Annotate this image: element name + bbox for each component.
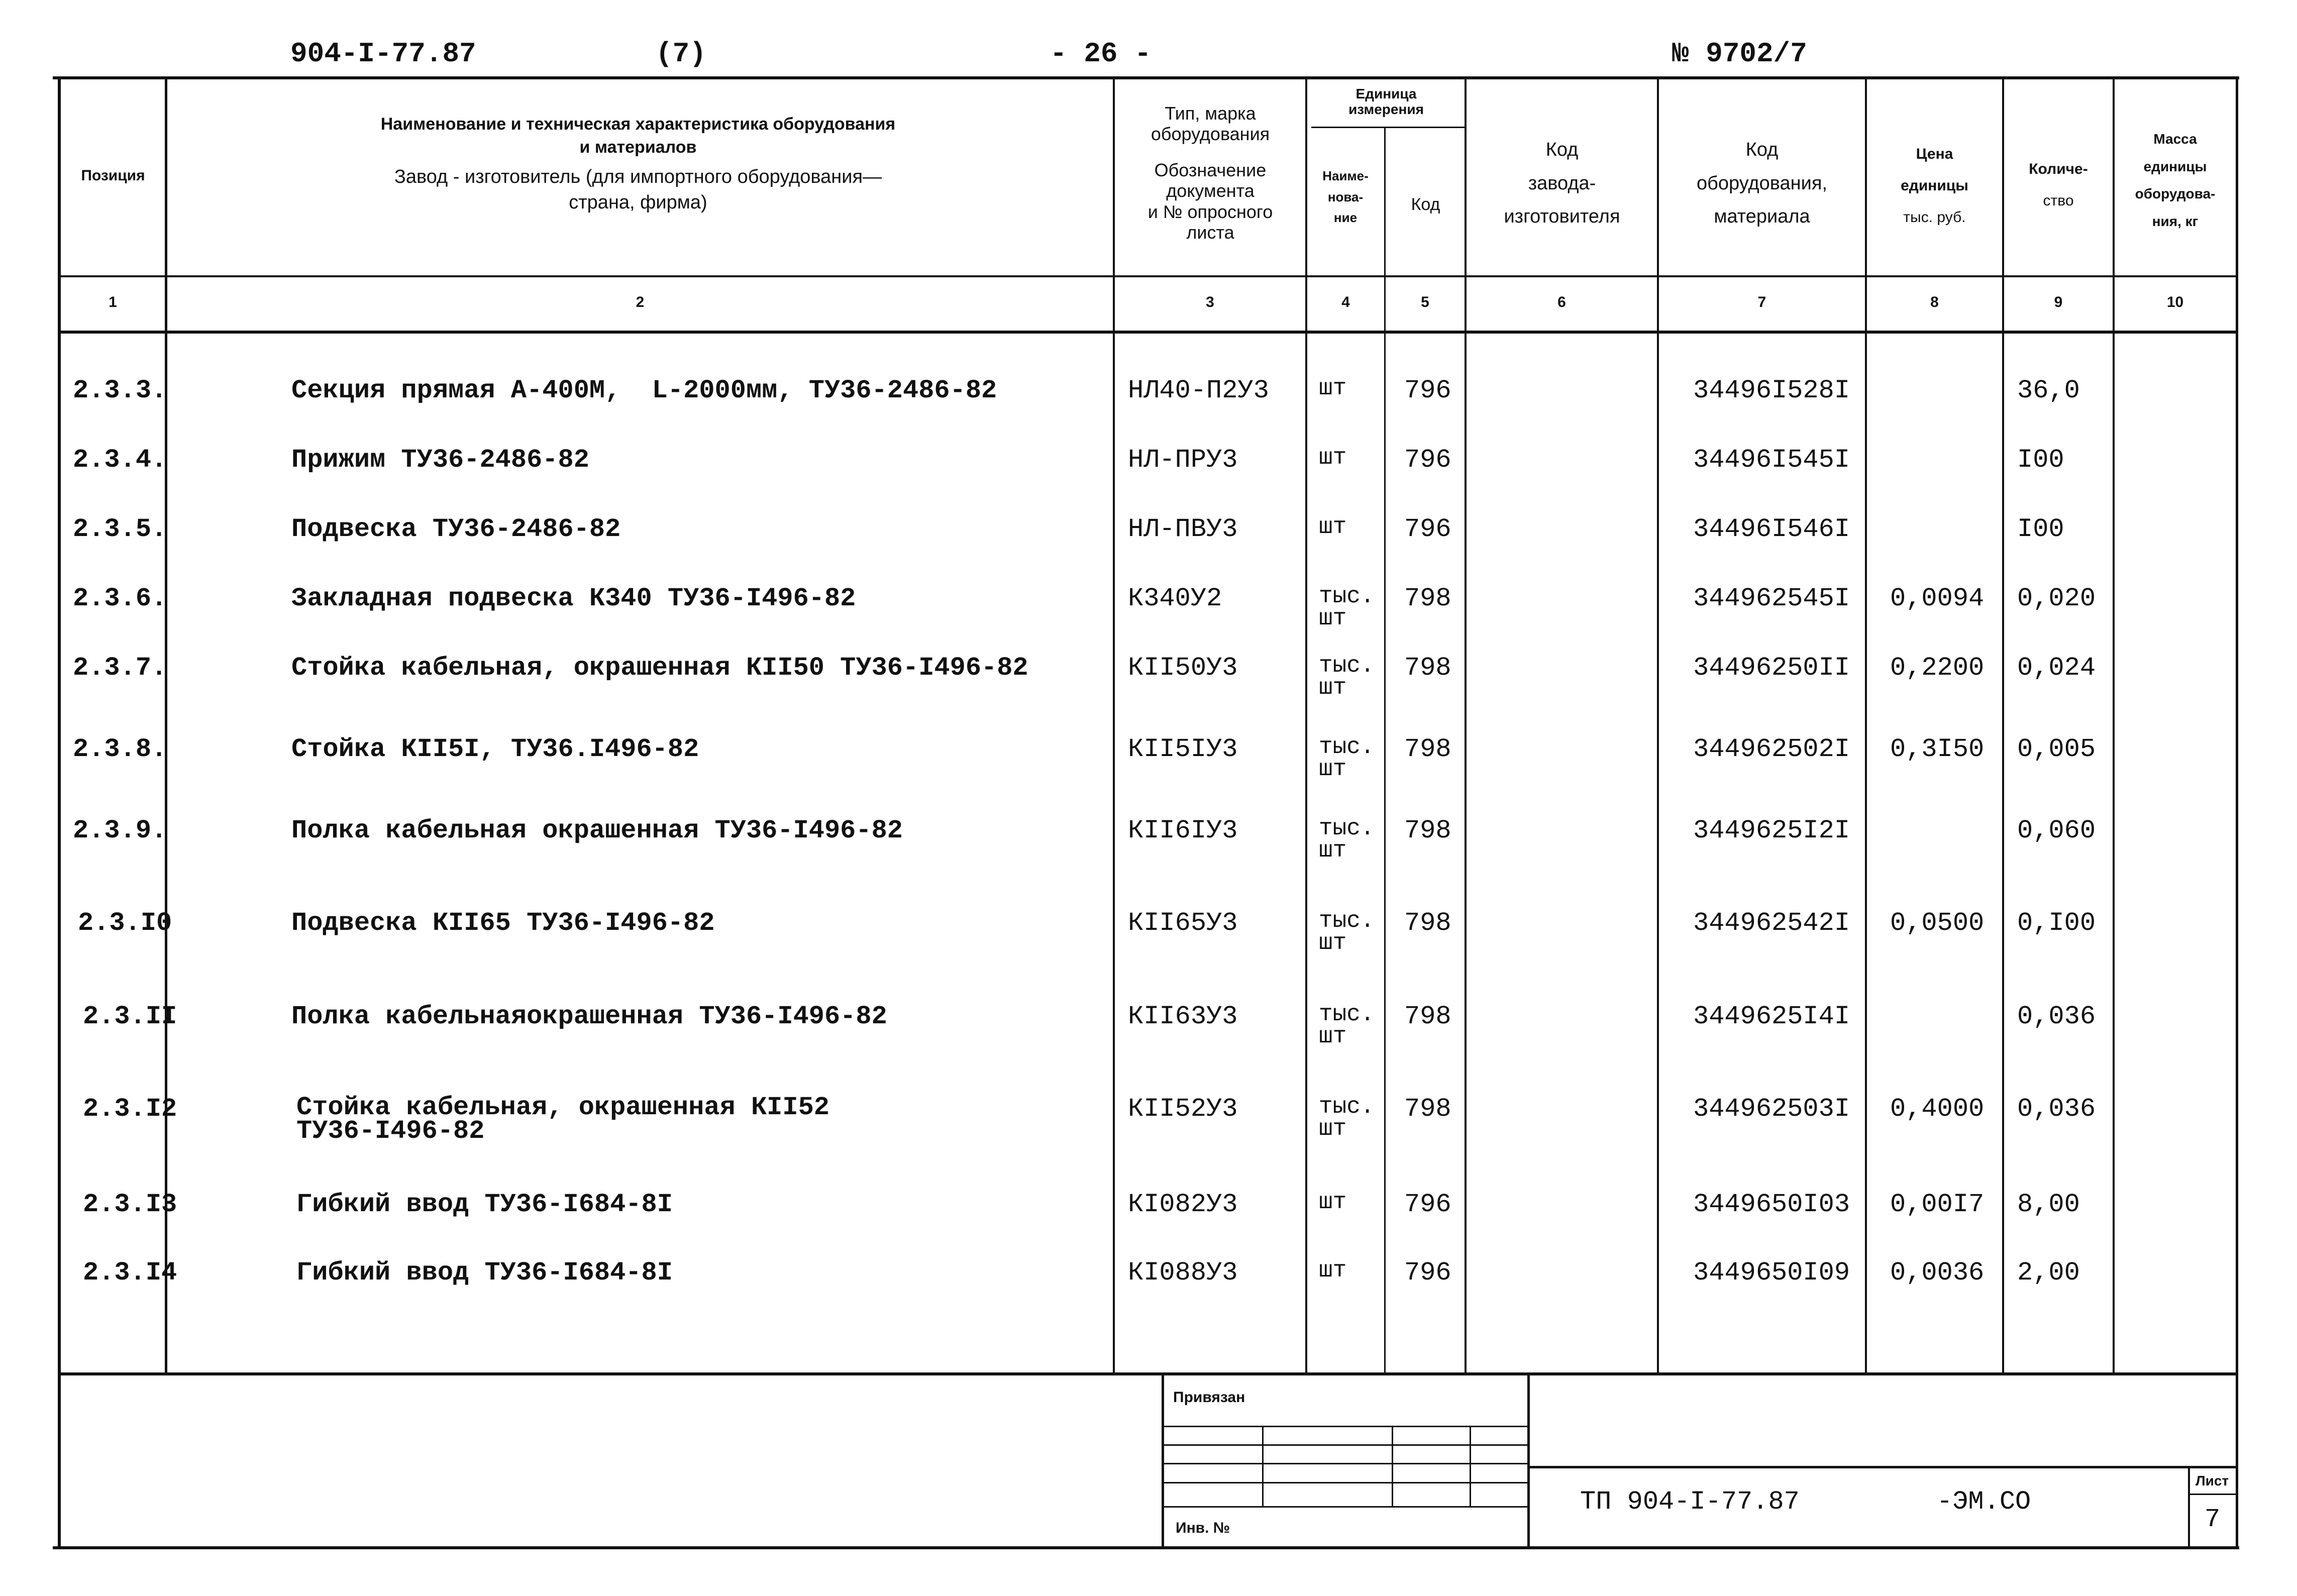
row-equipment-code: 34496I545I <box>1693 445 1850 475</box>
row-unit-code: 798 <box>1404 653 1451 683</box>
row-price: 0,3I50 <box>1890 734 1985 764</box>
colnum-8: 8 <box>1930 294 1939 310</box>
row-unit: шт <box>1319 514 1347 540</box>
header-name <box>171 113 1105 216</box>
col-border-8-9 <box>2002 76 2004 1372</box>
row-quantity: 2,00 <box>2017 1258 2080 1288</box>
header-name-line2: и материалов <box>579 137 697 157</box>
row-position: 2.3.7. <box>73 653 167 683</box>
stamp-grid-col <box>1470 1427 1471 1506</box>
header-name-line3: Завод - изготовитель (для импортного оборудования— <box>394 166 882 187</box>
header-unit-name <box>1308 166 1383 229</box>
stamp-grid-line <box>1164 1444 1527 1446</box>
row-unit: шт <box>1319 445 1347 471</box>
row-equipment-code: 3449625I2I <box>1693 816 1850 845</box>
row-equipment-code: 344962545I <box>1693 584 1850 613</box>
header-factory-code-line3: изготовителя <box>1504 206 1620 227</box>
col-border-right <box>2236 76 2238 1548</box>
header-equipment-code-line3: материала <box>1714 206 1810 227</box>
row-unit-code: 796 <box>1404 1190 1451 1219</box>
unit-sub-rule <box>1311 127 1465 128</box>
row-name: Гибкий ввод ТУ36-I684-8I <box>296 1258 673 1288</box>
row-type: КI088У3 <box>1128 1258 1238 1288</box>
header-equipment-code-line1: Код <box>1745 139 1779 160</box>
row-unit: шт <box>1319 375 1347 401</box>
row-name: Стойка кабельная, окрашенная КII52 ТУ36-I496-82 <box>296 1093 829 1146</box>
header-type <box>1115 103 1305 243</box>
row-unit: тыс. шт <box>1319 815 1375 864</box>
stamp-mark: -ЭМ.СО <box>1937 1487 2031 1517</box>
colnum-7: 7 <box>1757 294 1766 310</box>
row-quantity: 0,036 <box>2017 1002 2096 1031</box>
row-position: 2.3.I4 <box>83 1258 177 1288</box>
row-unit-code: 796 <box>1404 514 1451 544</box>
page-bottom-border <box>53 1546 2239 1549</box>
row-type: КII5IУ3 <box>1128 734 1238 764</box>
row-position: 2.3.I0 <box>78 908 172 938</box>
header-unit-name-line2: нова- <box>1327 189 1364 204</box>
header-mass-line1: Масса <box>2153 131 2197 147</box>
row-equipment-code: 34496I546I <box>1693 514 1850 544</box>
header-price <box>1867 138 2002 233</box>
row-unit: тыс. шт <box>1319 1001 1375 1049</box>
row-unit: шт <box>1319 1257 1347 1284</box>
row-name: Стойка КII5I, ТУ36.I496-82 <box>291 734 699 764</box>
row-unit-code: 798 <box>1404 1002 1451 1031</box>
row-name: Подвеска КII65 ТУ36-I496-82 <box>291 908 715 938</box>
header-equipment-code-line2: оборудования, <box>1696 172 1828 194</box>
header-unit-group <box>1309 86 1464 118</box>
row-type: КI082У3 <box>1128 1190 1238 1219</box>
stamp-grid-line <box>1164 1426 1527 1427</box>
row-position: 2.3.I2 <box>83 1094 177 1124</box>
row-equipment-code: 34496I528I <box>1693 376 1850 405</box>
row-equipment-code: 34496250II <box>1693 653 1850 683</box>
row-position: 2.3.6. <box>73 584 167 613</box>
header-quantity-line2: ство <box>2043 192 2074 209</box>
row-type: НЛ-ПВУ3 <box>1128 514 1238 544</box>
header-unit-name-line1: Наиме- <box>1322 168 1369 183</box>
row-type: КII6IУ3 <box>1128 816 1238 845</box>
row-position: 2.3.I3 <box>83 1190 177 1219</box>
stamp-grid-line <box>1164 1463 1527 1464</box>
row-quantity: 8,00 <box>2017 1190 2080 1219</box>
stamp-doc-rule <box>1530 1466 2236 1468</box>
row-quantity: 0,I00 <box>2017 908 2096 938</box>
row-name: Полка кабельнаяокрашенная ТУ36-I496-82 <box>291 1002 887 1031</box>
colnum-2: 2 <box>636 294 645 310</box>
stamp-bound-label: Привязан <box>1173 1389 1245 1406</box>
col-border-3-4 <box>1305 76 1307 1372</box>
document-number: № 9702/7 <box>1672 38 1807 70</box>
row-name: Подвеска ТУ36-2486-82 <box>291 514 621 544</box>
colnum-bottom-rule <box>60 331 2236 334</box>
row-quantity: I00 <box>2017 445 2064 475</box>
colnum-5: 5 <box>1421 294 1429 310</box>
row-unit-code: 798 <box>1404 584 1451 613</box>
section-number: (7) <box>656 38 706 70</box>
project-code: 904-I-77.87 <box>290 38 476 70</box>
colnum-3: 3 <box>1206 294 1214 310</box>
row-equipment-code: 3449625I4I <box>1693 1002 1850 1031</box>
header-unit-line1: Единица <box>1355 86 1417 101</box>
row-name: Прижим ТУ36-2486-82 <box>291 445 589 475</box>
row-equipment-code: 344962502I <box>1693 734 1850 764</box>
col-border-6-7 <box>1657 76 1659 1372</box>
header-mass-line3: оборудова- <box>2135 186 2216 202</box>
row-price: 0,4000 <box>1890 1094 1985 1124</box>
row-name: Секция прямая А-400М, L-2000мм, ТУ36-2486-82 <box>291 376 997 405</box>
colnum-6: 6 <box>1557 294 1566 310</box>
row-unit-code: 796 <box>1404 1258 1451 1288</box>
row-position: 2.3.5. <box>73 514 167 544</box>
row-type: КII50У3 <box>1128 653 1238 683</box>
row-quantity: 0,005 <box>2017 734 2096 764</box>
header-type-line3: Обозначение <box>1154 159 1267 180</box>
header-type-line6: листа <box>1186 222 1234 243</box>
row-position: 2.3.4. <box>73 445 167 475</box>
row-name: Закладная подвеска К340 ТУ36-I496-82 <box>291 584 856 613</box>
header-equipment-code <box>1659 133 1865 234</box>
row-unit-code: 798 <box>1404 908 1451 938</box>
col-border-9-10 <box>2113 76 2115 1372</box>
header-quantity <box>2004 153 2113 217</box>
stamp-sheet-number: 7 <box>2205 1505 2221 1534</box>
header-quantity-line1: Количе- <box>2029 161 2088 177</box>
row-unit: тыс. шт <box>1319 908 1375 956</box>
row-position: 2.3.II <box>83 1002 177 1031</box>
row-unit-code: 796 <box>1404 376 1451 405</box>
header-price-line2: единицы <box>1901 177 1968 194</box>
col-border-1-2 <box>165 76 167 1372</box>
row-type: КII65У3 <box>1128 908 1238 938</box>
row-unit-code: 798 <box>1404 1094 1451 1124</box>
row-type: КII63У3 <box>1128 1002 1238 1031</box>
row-unit: тыс. шт <box>1319 1094 1375 1142</box>
row-quantity: 36,0 <box>2017 376 2080 405</box>
row-type: НЛ40-П2У3 <box>1128 376 1269 405</box>
row-unit: тыс. шт <box>1319 653 1375 701</box>
row-price: 0,0500 <box>1890 908 1985 938</box>
row-quantity: 0,024 <box>2017 653 2096 683</box>
header-unit-line2: измерения <box>1348 101 1424 117</box>
stamp-grid-line <box>1164 1482 1527 1483</box>
row-position: 2.3.3. <box>73 376 167 405</box>
stamp-grid-line <box>1164 1506 1527 1508</box>
header-mass-line2: единицы <box>2143 158 2207 174</box>
header-name-line4: страна, фирма) <box>569 192 707 214</box>
stamp-grid-col <box>1262 1427 1264 1506</box>
header-name-line1: Наименование и техническая характеристика оборудования <box>380 115 896 134</box>
row-quantity: 0,020 <box>2017 584 2096 613</box>
row-quantity: 0,060 <box>2017 816 2096 845</box>
header-type-line5: и № опросного <box>1147 201 1273 222</box>
col-border-2-3 <box>1113 76 1115 1372</box>
header-factory-code-line1: Код <box>1545 139 1579 160</box>
header-unit-code: Код <box>1411 195 1440 214</box>
row-name: Полка кабельная окрашенная ТУ36-I496-82 <box>291 816 903 845</box>
header-type-line1: Тип, марка <box>1165 103 1256 124</box>
row-position: 2.3.8. <box>73 734 167 764</box>
row-equipment-code: 344962542I <box>1693 908 1850 938</box>
header-type-line4: документа <box>1166 180 1255 201</box>
stamp-grid-col <box>1392 1427 1393 1506</box>
colnum-1: 1 <box>109 294 117 310</box>
header-bottom-rule <box>60 275 2236 277</box>
header-factory-code <box>1467 133 1657 234</box>
header-price-line1: Цена <box>1916 146 1953 162</box>
row-name: Стойка кабельная, окрашенная КII50 ТУ36-I496-82 <box>291 653 1028 683</box>
row-unit: тыс. шт <box>1319 734 1375 782</box>
colnum-4: 4 <box>1341 294 1350 310</box>
table-top-border <box>53 76 2239 79</box>
row-price: 0,0036 <box>1890 1258 1985 1288</box>
header-position: Позиция <box>81 167 145 184</box>
row-position: 2.3.9. <box>73 816 167 845</box>
stamp-left-border <box>1162 1375 1164 1547</box>
col-border-7-8 <box>1865 76 1867 1372</box>
col-border-5-6 <box>1465 76 1467 1372</box>
row-quantity: I00 <box>2017 514 2064 544</box>
header-mass-line4: ния, кг <box>2152 213 2199 229</box>
stamp-document-code: ТП 904-I-77.87 <box>1580 1487 1800 1517</box>
stamp-sheet-rule <box>2190 1494 2236 1495</box>
row-unit: шт <box>1319 1189 1347 1215</box>
row-type: КII52У3 <box>1128 1094 1238 1124</box>
header-price-line3: тыс. руб. <box>1903 209 1966 226</box>
header-factory-code-line2: завода- <box>1528 172 1596 194</box>
row-price: 0,00I7 <box>1890 1190 1985 1219</box>
stamp-sheet-label: Лист <box>2196 1473 2229 1488</box>
row-unit: тыс. шт <box>1319 583 1375 631</box>
page-number: - 26 - <box>1050 38 1152 70</box>
row-unit-code: 798 <box>1404 816 1451 845</box>
stamp-middle-border <box>1527 1375 1530 1547</box>
header-mass <box>2115 126 2236 235</box>
row-name: Гибкий ввод ТУ36-I684-8I <box>296 1190 673 1219</box>
row-equipment-code: 3449650I03 <box>1693 1190 1850 1219</box>
row-price: 0,0094 <box>1890 584 1985 613</box>
row-equipment-code: 344962503I <box>1693 1094 1850 1124</box>
header-type-line2: оборудования <box>1151 124 1270 145</box>
colnum-10: 10 <box>2166 294 2184 310</box>
colnum-9: 9 <box>2054 294 2063 310</box>
row-type: К340У2 <box>1128 584 1222 613</box>
row-price: 0,2200 <box>1890 653 1985 683</box>
row-equipment-code: 3449650I09 <box>1693 1258 1850 1288</box>
row-unit-code: 798 <box>1404 734 1451 764</box>
table-body-bottom <box>60 1372 2236 1375</box>
row-type: НЛ-ПРУ3 <box>1128 445 1238 475</box>
stamp-inventory-label: Инв. № <box>1176 1520 1230 1536</box>
row-quantity: 0,036 <box>2017 1094 2096 1124</box>
header-unit-name-line3: ние <box>1333 210 1358 226</box>
row-unit-code: 796 <box>1404 445 1451 475</box>
stamp-sheet-border <box>2188 1467 2190 1546</box>
